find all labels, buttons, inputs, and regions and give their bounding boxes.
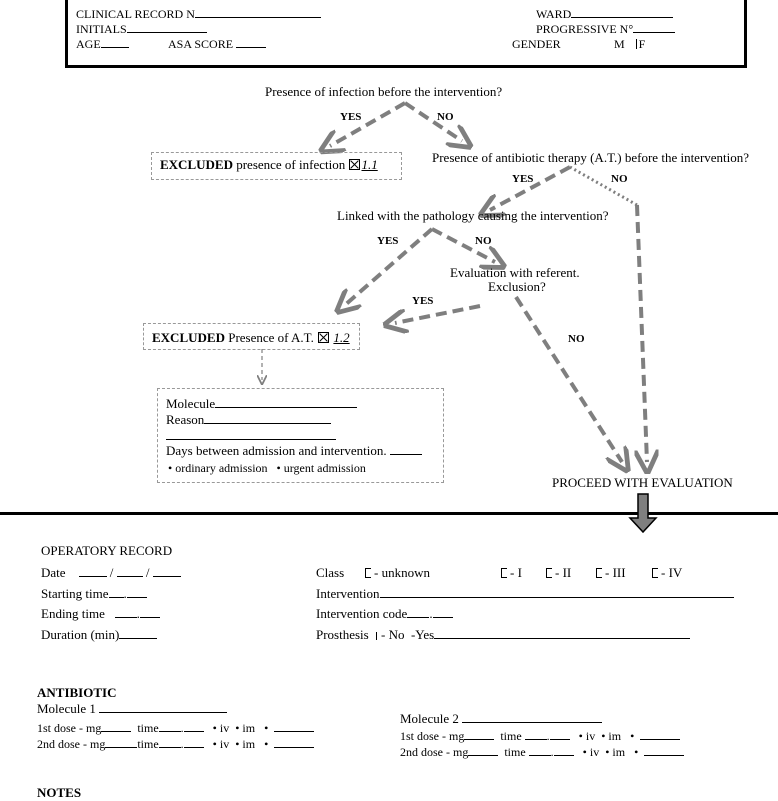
im-option[interactable]: im xyxy=(612,745,626,759)
arrow-eval-no xyxy=(516,297,622,462)
clinical-record-label: CLINICAL RECORD N xyxy=(76,7,195,21)
checked-box-icon[interactable] xyxy=(318,332,329,343)
iv-option[interactable]: iv xyxy=(585,729,596,743)
excluded-at-label: Presence of A.T. xyxy=(228,330,314,345)
question-eval-line2: Exclusion? xyxy=(488,279,546,294)
reason-field[interactable] xyxy=(166,412,331,428)
question-antibiotic: Presence of antibiotic therapy (A.T.) before the intervention? xyxy=(432,150,750,165)
ref-1-2: 1.2 xyxy=(333,330,350,345)
im-option[interactable]: im xyxy=(608,729,622,743)
date-label: Date xyxy=(41,565,66,580)
prosthesis-label: Prosthesis xyxy=(316,627,369,642)
iv-option[interactable]: iv xyxy=(219,737,230,751)
label-yes-at: YES xyxy=(512,173,534,185)
checkbox-icon[interactable] xyxy=(652,568,658,578)
ordinary-admission[interactable]: ordinary admission xyxy=(175,461,268,475)
label-no-eval: NO xyxy=(568,333,585,345)
ending-time-label: Ending time xyxy=(41,606,105,621)
section-divider xyxy=(0,512,778,515)
gender-label: GENDER xyxy=(512,37,561,51)
checkbox-icon[interactable] xyxy=(596,568,602,578)
gender-m[interactable]: M xyxy=(614,37,625,51)
prosthesis-field[interactable] xyxy=(316,627,690,643)
checkbox-icon[interactable] xyxy=(501,568,507,578)
molecule1-field[interactable] xyxy=(37,701,227,717)
question-infection: Presence of infection before the intervention? xyxy=(265,84,503,99)
ending-time-field[interactable]: Ending time . xyxy=(41,606,160,622)
excluded-infection-text xyxy=(160,157,378,173)
intervention-code-field[interactable]: Intervention code . xyxy=(316,606,453,622)
label-no-infection: NO xyxy=(437,111,454,123)
molecule2-dose1-row[interactable]: 1st dose - mg time . • iv • im • xyxy=(400,729,680,744)
arrow-eval-yes xyxy=(395,306,480,323)
molecule2-dose2-row[interactable]: 2nd dose - mg time . • iv • im • xyxy=(400,745,684,760)
duration-label: Duration (min) xyxy=(41,627,120,642)
im-option[interactable]: im xyxy=(242,737,256,751)
molecule2-field[interactable] xyxy=(400,711,602,727)
molecule1-label: Molecule 1 xyxy=(37,701,96,716)
checkbox-icon[interactable] xyxy=(365,568,371,578)
ward-label: WARD xyxy=(536,7,572,21)
gender-f[interactable]: F xyxy=(638,37,646,51)
notes-title: NOTES xyxy=(37,785,82,800)
excluded-infection-label: presence of infection xyxy=(236,157,346,172)
label-yes-infection: YES xyxy=(340,111,362,123)
starting-time-field[interactable]: Starting time . xyxy=(41,586,147,602)
class-ii-option[interactable]: - II xyxy=(546,565,571,581)
class-iii-option[interactable]: - III xyxy=(596,565,626,581)
prosthesis-no-option[interactable]: - No xyxy=(380,627,405,642)
class-iv-option[interactable]: - IV xyxy=(652,565,682,581)
antibiotic-title: ANTIBIOTIC xyxy=(37,685,117,700)
reason-label: Reason xyxy=(166,412,205,427)
age-label: AGE xyxy=(76,37,101,51)
question-linked: Linked with the pathology causing the intervention? xyxy=(337,208,609,223)
checkbox-icon[interactable] xyxy=(546,568,552,578)
checked-box-icon[interactable] xyxy=(349,159,360,170)
urgent-admission[interactable]: urgent admission xyxy=(283,461,366,475)
iv-option[interactable]: iv xyxy=(219,721,230,735)
days-field[interactable] xyxy=(166,443,422,459)
admission-options[interactable]: • ordinary admission • urgent admission xyxy=(168,461,366,475)
label-yes-eval: YES xyxy=(412,295,434,307)
molecule-label: Molecule xyxy=(166,396,216,411)
label-no-linked: NO xyxy=(475,235,492,247)
label-yes-linked: YES xyxy=(377,235,399,247)
prosthesis-yes-option[interactable]: -Yes xyxy=(410,627,435,642)
proceed-label: PROCEED WITH EVALUATION xyxy=(552,475,733,490)
intervention-label: Intervention xyxy=(316,586,380,601)
molecule2-label: Molecule 2 xyxy=(400,711,459,726)
arrow-infection-yes xyxy=(330,103,405,146)
intervention-code-label: Intervention code xyxy=(316,606,408,621)
ref-1-1: 1.1 xyxy=(361,157,378,172)
starting-time-label: Starting time xyxy=(41,586,109,601)
label-no-at: NO xyxy=(611,173,628,185)
iv-option[interactable]: iv xyxy=(589,745,600,759)
excluded-at-text xyxy=(152,330,350,346)
initials-label: INITIALS xyxy=(76,22,127,36)
excluded-label: EXCLUDED xyxy=(160,157,233,172)
arrow-at-no-vertical xyxy=(637,205,647,462)
class-unknown-option[interactable]: - unknown xyxy=(365,565,430,581)
intervention-field[interactable] xyxy=(316,586,734,602)
days-label: Days between admission and intervention. xyxy=(166,443,387,458)
molecule1-dose1-row[interactable]: 1st dose - mg time . • iv • im • xyxy=(37,721,314,736)
date-field[interactable]: Date / / xyxy=(41,565,181,581)
question-eval-line1: Evaluation with referent. xyxy=(450,265,580,280)
molecule1-dose2-row[interactable]: 2nd dose - mg time . • iv • im • xyxy=(37,737,314,752)
asa-score-label: ASA SCORE xyxy=(168,37,234,51)
operatory-title: OPERATORY RECORD xyxy=(41,543,173,558)
class-label: Class xyxy=(316,565,345,580)
duration-field[interactable] xyxy=(41,627,157,643)
excluded-label: EXCLUDED xyxy=(152,330,225,345)
im-option[interactable]: im xyxy=(242,721,256,735)
progressive-label: PROGRESSIVE N° xyxy=(536,22,634,36)
molecule-field[interactable] xyxy=(166,396,357,412)
divider-line xyxy=(166,439,336,440)
class-i-option[interactable]: - I xyxy=(501,565,522,581)
